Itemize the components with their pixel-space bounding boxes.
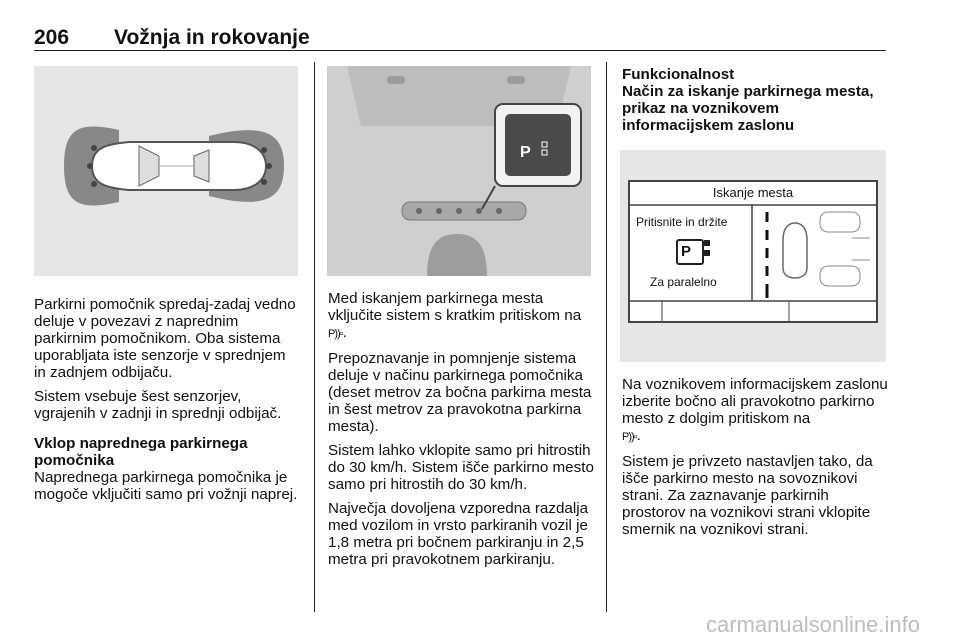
column-divider-1 [314, 62, 315, 612]
watermark: carmanualsonline.info [705, 612, 920, 637]
col1-paragraph-3: Naprednega parkirnega pomočnika je mogoče vključiti samo pri vožnji naprej. [34, 469, 298, 503]
parking-button-icon: P))▫ [328, 328, 343, 340]
col3-paragraph-2: Sistem je privzeto nastavljen tako, da išče parkirno mesto na sovoznikovi strani. Za zaznavanje parkirnih prostorov na voznikovi strani vklopite smernik na voznikovi strani. [622, 453, 873, 538]
col2-paragraph-1-text: Med iskanjem parkirnega mesta vključite sistem s kratkim pritiskom na [328, 290, 582, 324]
display-mode: Za paralelno [650, 275, 717, 289]
col3-paragraph-1-text: Na voznikovem informacijskem zaslonu izberite bočno ali pravokotno parkirno mesto z dolgim pritiskom na [622, 376, 888, 427]
col3-paragraph-1: Na voznikovem informacijskem zaslonu izberite bočno ali pravokotno parkirno mesto z dolgim pritiskom na P))▫. [622, 376, 888, 444]
svg-text:P: P [520, 144, 531, 161]
col1-heading: Vklop naprednega parkirnega pomočnika [34, 435, 248, 469]
parking-button-icon-2: P))▫ [622, 431, 637, 443]
col1-paragraph-1: Parkirni pomočnik spredaj-zadaj vedno deluje v povezavi z naprednim parkirnim pomočnikom. Oba sistema uporabljata iste senzorje v sprednjem in zadnjem odbijaču. [34, 296, 296, 381]
parking-mode-icon: P [681, 243, 692, 260]
display-title: Iskanje mesta [712, 185, 794, 200]
col3-heading-1: Funkcionalnost [622, 66, 735, 83]
col2-paragraph-3: Sistem lahko vklopite samo pri hitrostih do 30 km/h. Sistem išče parkirno mesto samo pri hitrostih do 30 km/h. [328, 442, 594, 493]
header-rule [34, 50, 886, 51]
col2-paragraph-2: Prepoznavanje in pomnjenje sistema deluje v načinu parkirnega pomočnika (deset metrov za bočna parkirna mesta in šest metrov za pravokotna parkirna mesta). [328, 350, 592, 435]
column-1 [34, 296, 300, 510]
page-number: 206 [34, 26, 70, 49]
column-2 [328, 290, 596, 575]
column-3 [622, 376, 890, 545]
col1-paragraph-2: Sistem vsebuje šest senzorjev, vgrajenih v zadnji in sprednji odbijač. [34, 388, 282, 422]
driver-info-display-illustration [620, 150, 886, 362]
col3-heading-2: Način za iskanje parkirnega mesta, prikaz na voznikovem informacijskem zaslonu [622, 83, 874, 134]
parking-sensors-illustration [34, 66, 298, 276]
display-prompt: Pritisnite in držite [636, 215, 728, 229]
center-console-photo [327, 66, 591, 276]
col2-paragraph-4: Največja dovoljena vzporedna razdalja med vozilom in vrsto parkiranih vozil je 1,8 metra pri bočnem parkiranju in 2,5 metra pri pravokotnem parkiranju. [328, 500, 589, 568]
column-divider-2 [606, 62, 607, 612]
page-title: Vožnja in rokovanje [114, 26, 310, 49]
col2-paragraph-1: Med iskanjem parkirnega mesta vključite sistem s kratkim pritiskom na P))▫. [328, 290, 582, 341]
column-3-headings [622, 66, 888, 134]
